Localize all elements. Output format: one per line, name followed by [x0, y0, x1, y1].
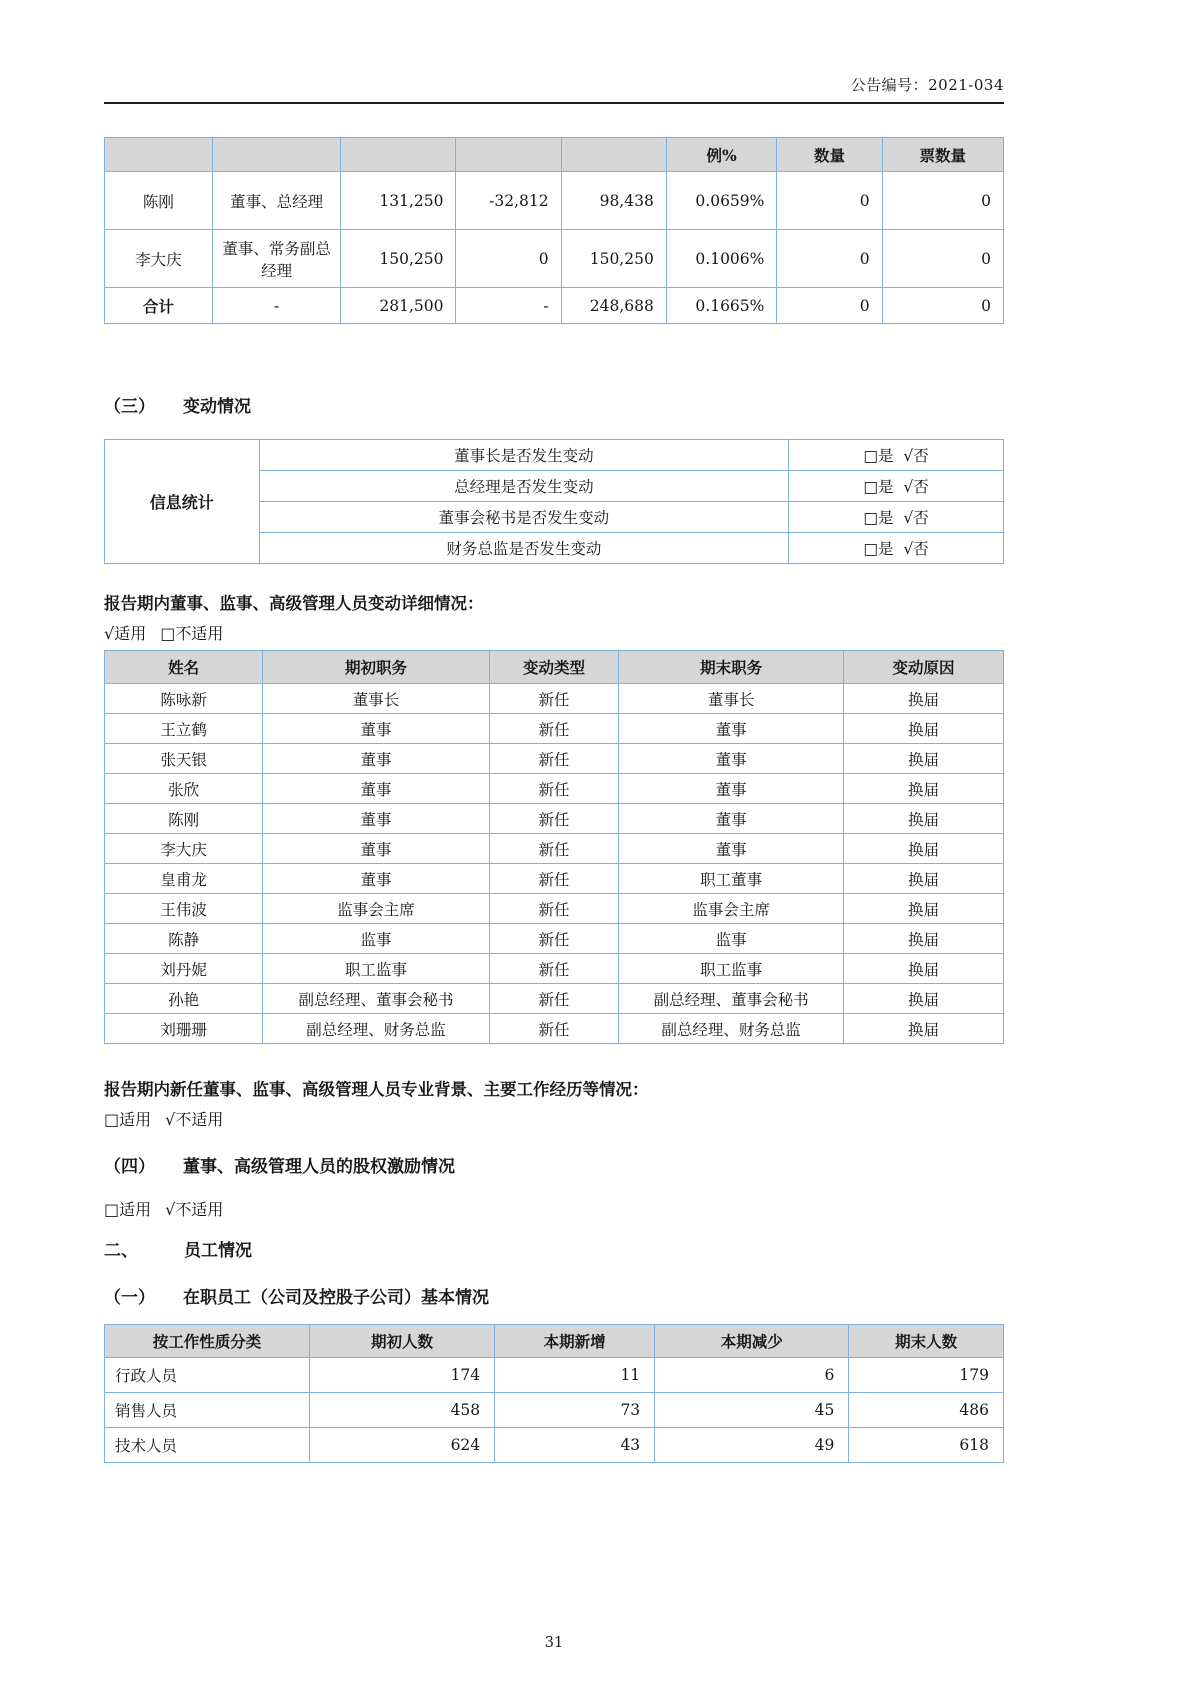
table-cell: 换届 [843, 774, 1003, 804]
table-header-row [105, 1325, 1004, 1358]
question-cell: 总经理是否发生变动 [259, 471, 789, 502]
table-cell: 换届 [843, 744, 1003, 774]
header-cell-votes: 票数量 [882, 138, 1003, 172]
table-cell: 45 [655, 1393, 849, 1428]
checkbox-checked-no: √否 [903, 447, 929, 465]
header-cell-start-count: 期初人数 [309, 1325, 494, 1358]
table-cell: -32,812 [456, 172, 561, 230]
table-cell: 董事长 [619, 684, 844, 714]
table-cell: 陈咏新 [105, 684, 263, 714]
table-cell: 换届 [843, 924, 1003, 954]
table-cell: 董事 [263, 714, 490, 744]
table-row [105, 440, 1004, 471]
table-row [105, 1014, 1004, 1044]
header-cell [105, 138, 213, 172]
table-cell: 职工监事 [619, 954, 844, 984]
notice-number: 公告编号：2021-034 [850, 76, 1004, 94]
header-cell-ratio: 例% [666, 138, 777, 172]
table-cell: - [212, 288, 341, 324]
table-cell: 624 [309, 1428, 494, 1463]
header-cell-quantity: 数量 [777, 138, 882, 172]
header-cell [341, 138, 456, 172]
header-cell [212, 138, 341, 172]
table-cell: 刘珊珊 [105, 1014, 263, 1044]
table-cell: 新任 [489, 1014, 618, 1044]
table-cell: 副总经理、财务总监 [263, 1014, 490, 1044]
table-cell: 职工监事 [263, 954, 490, 984]
question-cell: 财务总监是否发生变动 [259, 533, 789, 564]
table-cell: 换届 [843, 714, 1003, 744]
table-cell: 换届 [843, 864, 1003, 894]
table-row [105, 714, 1004, 744]
section-heading-employee-basics [104, 1283, 1004, 1308]
table-cell: 73 [495, 1393, 655, 1428]
table-cell: 董事 [619, 804, 844, 834]
table-cell: 董事长 [263, 684, 490, 714]
table-cell: 换届 [843, 954, 1003, 984]
answer-cell [789, 440, 1004, 471]
checkbox-checked-applicable: √适用 [104, 624, 147, 643]
table-cell: 新任 [489, 744, 618, 774]
table-cell: 248,688 [561, 288, 666, 324]
table-cell: 0 [882, 172, 1003, 230]
header-cell-end-count: 期末人数 [849, 1325, 1004, 1358]
table-cell: 换届 [843, 834, 1003, 864]
table-cell: 董事 [619, 774, 844, 804]
table-cell: 董事 [263, 834, 490, 864]
section-heading-employees [104, 1236, 1004, 1261]
table-row [105, 804, 1004, 834]
header-rule [104, 102, 1004, 104]
table-row [105, 894, 1004, 924]
section-number: 二、 [104, 1241, 138, 1261]
table-cell: 换届 [843, 684, 1003, 714]
table-cell: 486 [849, 1393, 1004, 1428]
section-number: （四） [104, 1157, 155, 1177]
table-cell: 换届 [843, 804, 1003, 834]
total-row [105, 288, 1004, 324]
info-stat-rowheader: 信息统计 [105, 440, 260, 564]
answer-cell [789, 502, 1004, 533]
table-cell: 陈刚 [105, 804, 263, 834]
table-cell: 98,438 [561, 172, 666, 230]
table-cell: 174 [309, 1358, 494, 1393]
table-row [105, 774, 1004, 804]
table-cell: 0 [777, 230, 882, 288]
table-cell: 监事会主席 [619, 894, 844, 924]
section-number: （一） [104, 1288, 155, 1308]
table-row [105, 1428, 1004, 1463]
category-cell: 行政人员 [105, 1358, 310, 1393]
table-row [105, 744, 1004, 774]
table-cell: 新任 [489, 804, 618, 834]
answer-cell [789, 533, 1004, 564]
table-cell: 0 [777, 172, 882, 230]
table-cell: 新任 [489, 714, 618, 744]
table-cell: 董事 [619, 834, 844, 864]
header-cell-category: 按工作性质分类 [105, 1325, 310, 1358]
table-row [105, 984, 1004, 1014]
table-cell: 新任 [489, 924, 618, 954]
table-cell: 孙艳 [105, 984, 263, 1014]
table-cell: 李大庆 [105, 834, 263, 864]
header-cell-reason: 变动原因 [843, 651, 1003, 684]
table-cell: 张欣 [105, 774, 263, 804]
table-cell: 王立鹤 [105, 714, 263, 744]
checkbox-unchecked-not-applicable: □不适用 [160, 624, 224, 643]
page-number: 31 [544, 1635, 564, 1651]
table-cell: 281,500 [341, 288, 456, 324]
applicability-line [104, 621, 1004, 644]
table-cell: 150,250 [341, 230, 456, 288]
applicability-line [104, 1197, 1004, 1220]
applicability-line [104, 1107, 1004, 1130]
table-cell: 换届 [843, 894, 1003, 924]
new-appointment-title: 报告期内新任董事、监事、高级管理人员专业背景、主要工作经历等情况： [104, 1080, 649, 1099]
checkbox-checked-no: √否 [903, 478, 929, 496]
table-cell: - [456, 288, 561, 324]
change-detail-title: 报告期内董事、监事、高级管理人员变动详细情况： [104, 594, 484, 613]
section-title: 员工情况 [184, 1241, 252, 1261]
table-row [105, 684, 1004, 714]
table-header-row [105, 138, 1004, 172]
table-cell: 0.1006% [666, 230, 777, 288]
table-cell: 董事 [263, 804, 490, 834]
shareholding-table [104, 137, 1004, 324]
table-cell: 0 [456, 230, 561, 288]
table-cell: 43 [495, 1428, 655, 1463]
position-cell: 董事、常务副总经理 [212, 230, 341, 288]
table-cell: 新任 [489, 894, 618, 924]
checkbox-unchecked-applicable: □适用 [104, 1110, 152, 1129]
table-row [105, 1393, 1004, 1428]
table-cell: 监事 [619, 924, 844, 954]
table-cell: 王伟波 [105, 894, 263, 924]
question-cell: 董事长是否发生变动 [259, 440, 789, 471]
table-cell: 监事 [263, 924, 490, 954]
table-cell: 0.0659% [666, 172, 777, 230]
table-cell: 618 [849, 1428, 1004, 1463]
table-cell: 董事 [263, 864, 490, 894]
personnel-change-table [104, 650, 1004, 1044]
info-statistics-table [104, 439, 1004, 564]
table-cell: 董事 [619, 714, 844, 744]
table-cell: 0.1665% [666, 288, 777, 324]
table-cell: 董事 [263, 774, 490, 804]
section-title: 在职员工（公司及控股子公司）基本情况 [183, 1288, 489, 1308]
table-header-row [105, 651, 1004, 684]
table-cell: 131,250 [341, 172, 456, 230]
table-cell: 0 [777, 288, 882, 324]
section-number: （三） [104, 397, 155, 417]
position-cell: 董事、总经理 [212, 172, 341, 230]
page-content [104, 0, 1004, 1651]
total-label-cell: 合计 [105, 288, 213, 324]
checkbox-unchecked-applicable: □适用 [104, 1200, 152, 1219]
table-cell: 179 [849, 1358, 1004, 1393]
checkbox-checked-no: √否 [903, 509, 929, 527]
table-cell: 副总经理、董事会秘书 [619, 984, 844, 1014]
table-cell: 职工董事 [619, 864, 844, 894]
header-cell-start-position: 期初职务 [263, 651, 490, 684]
table-cell: 陈静 [105, 924, 263, 954]
header-cell-change-type: 变动类型 [489, 651, 618, 684]
checkbox-unchecked-yes: □是 [863, 509, 894, 527]
table-cell: 新任 [489, 774, 618, 804]
header-cell [561, 138, 666, 172]
employee-table [104, 1324, 1004, 1463]
table-cell: 刘丹妮 [105, 954, 263, 984]
name-cell: 陈刚 [105, 172, 213, 230]
table-cell: 皇甫龙 [105, 864, 263, 894]
section-title: 董事、高级管理人员的股权激励情况 [183, 1157, 455, 1177]
table-cell: 0 [882, 230, 1003, 288]
header-cell-name: 姓名 [105, 651, 263, 684]
table-cell: 新任 [489, 864, 618, 894]
table-cell: 董事 [263, 744, 490, 774]
table-row [105, 1358, 1004, 1393]
table-row [105, 924, 1004, 954]
checkbox-checked-no: √否 [903, 540, 929, 558]
section-title: 变动情况 [183, 397, 251, 417]
table-cell: 新任 [489, 834, 618, 864]
table-cell: 150,250 [561, 230, 666, 288]
table-cell: 6 [655, 1358, 849, 1393]
table-cell: 副总经理、董事会秘书 [263, 984, 490, 1014]
table-cell: 11 [495, 1358, 655, 1393]
checkbox-checked-not-applicable: √不适用 [165, 1200, 224, 1219]
section-heading-equity-incentive [104, 1152, 1004, 1177]
table-cell: 换届 [843, 984, 1003, 1014]
table-cell: 副总经理、财务总监 [619, 1014, 844, 1044]
header-cell-end-position: 期末职务 [619, 651, 844, 684]
table-row [105, 834, 1004, 864]
section-heading-change [104, 392, 1004, 417]
table-cell: 监事会主席 [263, 894, 490, 924]
category-cell: 销售人员 [105, 1393, 310, 1428]
checkbox-unchecked-yes: □是 [863, 447, 894, 465]
table-row [105, 954, 1004, 984]
header-cell-reduced: 本期减少 [655, 1325, 849, 1358]
table-row [105, 230, 1004, 288]
checkbox-unchecked-yes: □是 [863, 478, 894, 496]
question-cell: 董事会秘书是否发生变动 [259, 502, 789, 533]
table-cell: 49 [655, 1428, 849, 1463]
checkbox-unchecked-yes: □是 [863, 540, 894, 558]
table-row [105, 172, 1004, 230]
table-cell: 董事 [619, 744, 844, 774]
table-cell: 新任 [489, 684, 618, 714]
table-cell: 458 [309, 1393, 494, 1428]
table-cell: 换届 [843, 1014, 1003, 1044]
checkbox-checked-not-applicable: √不适用 [165, 1110, 224, 1129]
table-row [105, 864, 1004, 894]
table-cell: 新任 [489, 954, 618, 984]
category-cell: 技术人员 [105, 1428, 310, 1463]
table-cell: 0 [882, 288, 1003, 324]
header-cell-added: 本期新增 [495, 1325, 655, 1358]
table-cell: 新任 [489, 984, 618, 1014]
table-cell: 张天银 [105, 744, 263, 774]
name-cell: 李大庆 [105, 230, 213, 288]
answer-cell [789, 471, 1004, 502]
header-cell [456, 138, 561, 172]
